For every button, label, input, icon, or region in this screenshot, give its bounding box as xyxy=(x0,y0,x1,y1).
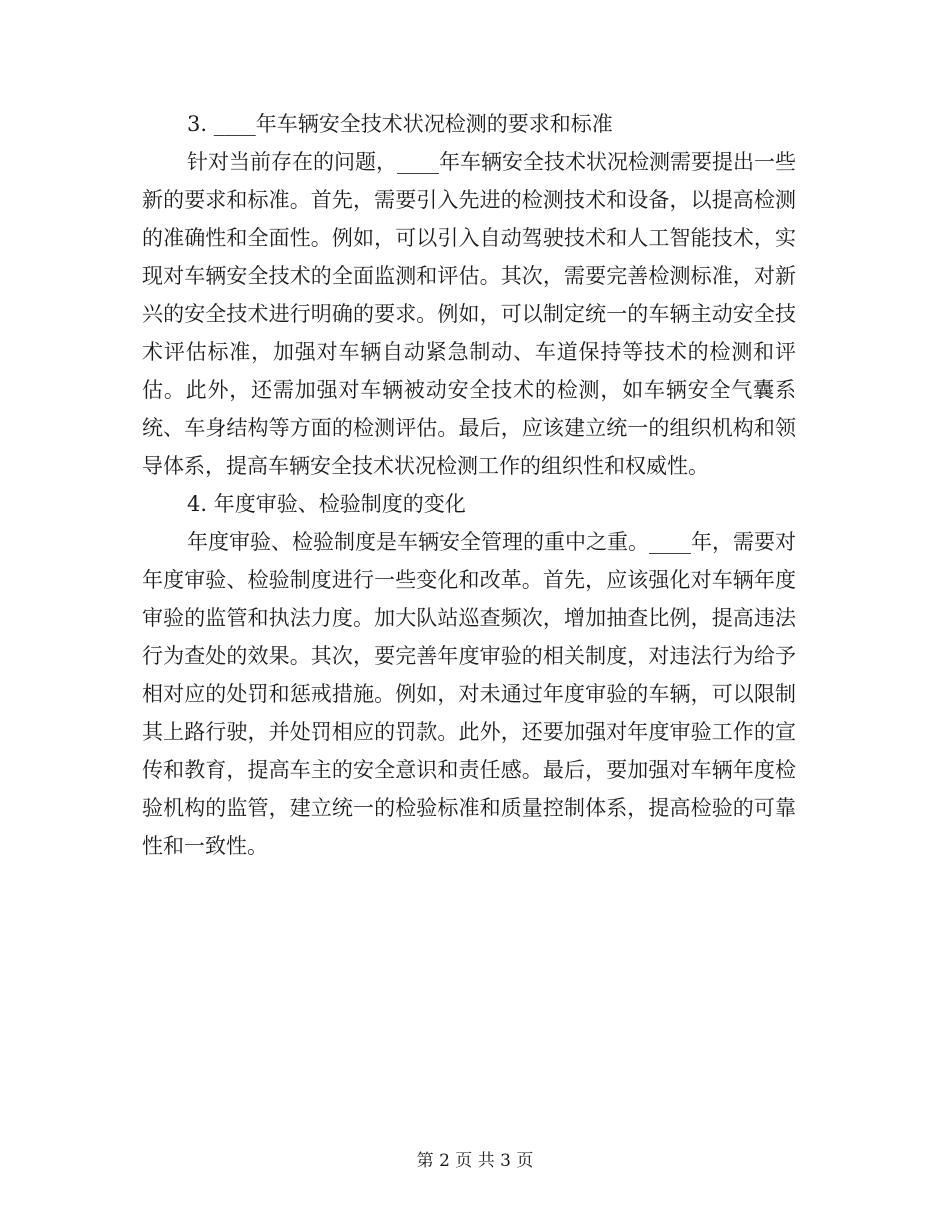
document-body xyxy=(142,105,796,865)
section-4-paragraph: 年度审验、检验制度是车辆安全管理的重中之重。____年，需要对年度审验、检验制度进行一些变化和改革。首先，应该强化对车辆年度审验的监管和执法力度。加大队站巡查频次，增加抽查比例，提高违法行为查处的效果。其次，要完善年度审验的相关制度，对违法行为给予相对应的处罚和惩戒措施。例如，对未通过年度审验的车辆，可以限制其上路行驶，并处罚相应的罚款。此外，还要加强对年度审验工作的宣传和教育，提高车主的安全意识和责任感。最后，要加强对车辆年度检验机构的监管，建立统一的检验标准和质量控制体系，提高检验的可靠性和一致性。 xyxy=(142,530,796,858)
page-number-footer: 第 2 页 共 3 页 xyxy=(416,1151,534,1171)
section-3-paragraph: 针对当前存在的问题，____年车辆安全技术状况检测需要提出一些新的要求和标准。首先，需要引入先进的检测技术和设备，以提高检测的准确性和全面性。例如，可以引入自动驾驶技术和人工智能技术，实现对车辆安全技术的全面监测和评估。其次，需要完善检测标准，对新兴的安全技术进行明确的要求。例如，可以制定统一的车辆主动安全技术评估标准，加强对车辆自动紧急制动、车道保持等技术的检测和评估。此外，还需加强对车辆被动安全技术的检测，如车辆安全气囊系统、车身结构等方面的检测评估。最后，应该建立统一的组织机构和领导体系，提高车辆安全技术状况检测工作的组织性和权威性。 xyxy=(142,150,796,478)
section-4-heading: 4. 年度审验、检验制度的变化 xyxy=(187,492,466,516)
section-3-heading: 3. ____年车辆安全技术状况检测的要求和标准 xyxy=(187,112,613,136)
